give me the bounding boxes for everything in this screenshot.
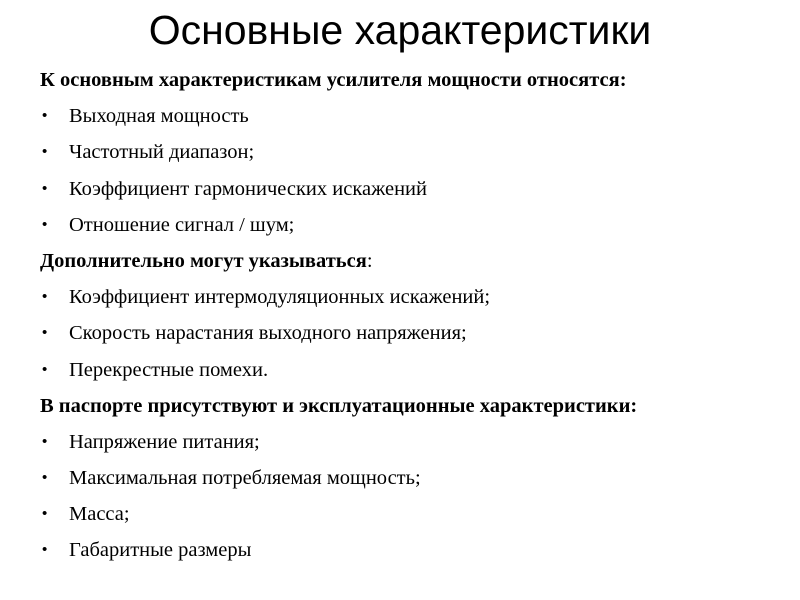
list-item-text: Частотный диапазон; bbox=[69, 141, 255, 164]
list-item bbox=[40, 279, 785, 315]
list-item bbox=[40, 315, 785, 351]
list-item-text: Габаритные размеры bbox=[69, 539, 252, 562]
list-item bbox=[40, 134, 785, 170]
section-heading-main bbox=[40, 62, 785, 98]
list-item-text: Коэффициент гармонических искажений bbox=[69, 177, 427, 200]
slide-body bbox=[40, 62, 785, 569]
section-heading-text: В паспорте присутствуют и эксплуатационные характеристики: bbox=[40, 394, 638, 417]
bullet-icon: • bbox=[42, 215, 48, 233]
list-item bbox=[40, 171, 785, 207]
section-heading-text: К основным характеристикам усилителя мощности относятся: bbox=[40, 69, 627, 91]
bullet-icon: • bbox=[42, 541, 48, 559]
list-item-text: Масса; bbox=[69, 503, 130, 526]
list-item bbox=[40, 460, 785, 496]
bullet-icon: • bbox=[42, 360, 48, 378]
list-item bbox=[40, 207, 785, 243]
section-heading-suffix: : bbox=[366, 249, 373, 272]
bullet-icon: • bbox=[42, 143, 48, 161]
slide-title: Основные характеристики bbox=[148, 7, 652, 53]
bullet-icon: • bbox=[42, 469, 48, 487]
list-item-text: Перекрестные помехи. bbox=[69, 358, 269, 381]
list-item bbox=[40, 424, 785, 460]
list-item-text: Коэффициент интермодуляционных искажений; bbox=[69, 286, 491, 309]
bullet-icon: • bbox=[42, 505, 48, 523]
list-item bbox=[40, 98, 785, 134]
section-heading-operational bbox=[40, 388, 785, 424]
bullet-list-operational bbox=[40, 424, 785, 569]
list-item bbox=[40, 532, 785, 568]
section-heading-text: Дополнительно могут указываться bbox=[40, 249, 367, 272]
list-item-text: Напряжение питания; bbox=[69, 430, 260, 453]
list-item-text: Выходная мощность bbox=[69, 105, 249, 128]
bullet-icon: • bbox=[42, 288, 48, 306]
bullet-icon: • bbox=[42, 107, 48, 125]
bullet-list-additional bbox=[40, 279, 785, 388]
section-heading-additional bbox=[40, 243, 785, 279]
bullet-list-main bbox=[40, 98, 785, 243]
list-item-text: Отношение сигнал / шум; bbox=[69, 213, 295, 236]
list-item-text: Скорость нарастания выходного напряжения; bbox=[69, 322, 467, 345]
bullet-icon: • bbox=[42, 432, 48, 450]
list-item-text: Максимальная потребляемая мощность; bbox=[69, 467, 421, 490]
list-item bbox=[40, 496, 785, 532]
bullet-icon: • bbox=[42, 324, 48, 342]
list-item bbox=[40, 352, 785, 388]
bullet-icon: • bbox=[42, 179, 48, 197]
